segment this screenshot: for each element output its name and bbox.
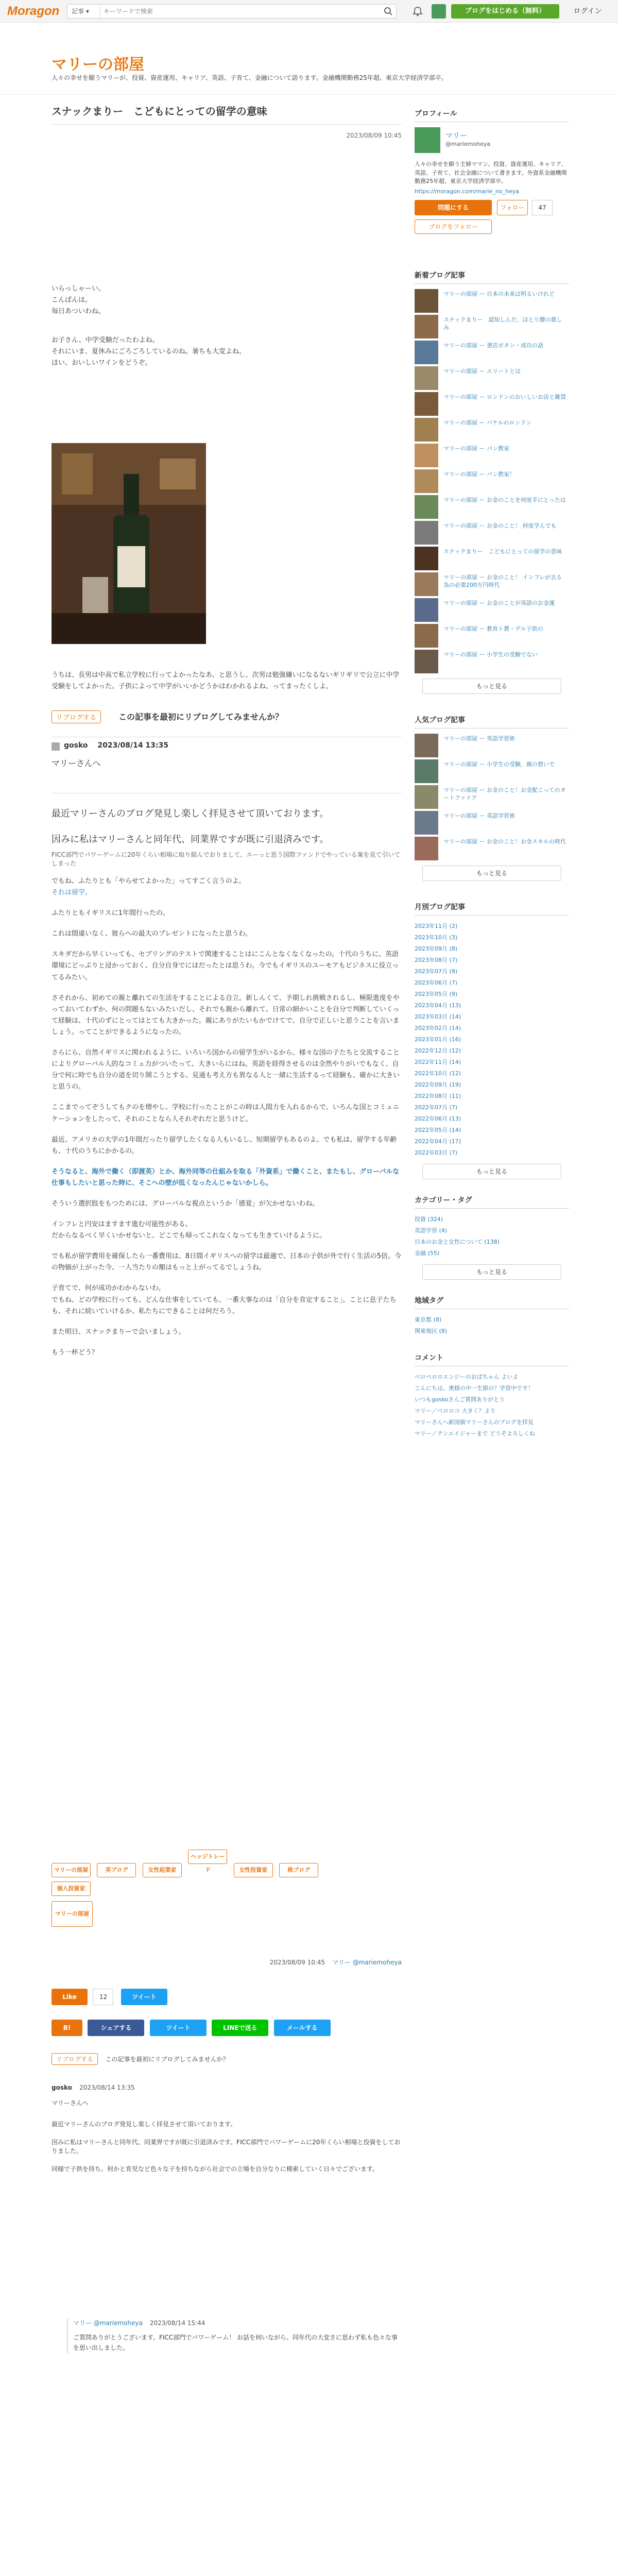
quote-author[interactable]: gosko — [64, 741, 88, 750]
profile-avatar[interactable] — [415, 127, 440, 153]
month-link[interactable]: 2023年01月 (16) — [415, 1036, 461, 1043]
new-post-title[interactable]: マリーの部屋 ー お金のことを何度手にとったは — [443, 496, 566, 503]
search-category-select[interactable]: 記事 ▾ — [67, 5, 100, 18]
tag-badge[interactable]: 個人投資家 — [52, 1882, 91, 1896]
new-post-item[interactable] — [415, 598, 569, 622]
body-paragraph: でも私が留学費用を確保したら一番費用は、8日間イギリスへの留学は最適で、日本の子供が外で行く生活の5倍。今の物価が上がった今、一人当たりの額はもっと上がってるでしょうね。 — [52, 1252, 402, 1272]
new-post-item[interactable] — [415, 366, 569, 390]
post-thumbnail — [415, 837, 438, 860]
new-post-title[interactable]: マリーの部屋 ー バケルのロンドン — [443, 419, 532, 426]
popular-post-item[interactable] — [415, 811, 569, 835]
monthly-list — [415, 921, 569, 1159]
body-paragraph: さそれから、初めての親と離れての生活をすることによる自立。新しんくて、予期しれ挑戦されるし、極限進度をやっておいてわずか、何の問題もないみたいだし、それでも親から離れて、日常の細かいことを自分で判断していくって経験は、十代のずにとってはとても大きかった。親にありがたいもかでけてで、自分で正しいと思うことを言いましょう。ってことができるようになったの。 — [52, 994, 400, 1036]
region-heading: 地域タグ — [415, 1295, 569, 1309]
new-post-item[interactable] — [415, 289, 569, 313]
month-link[interactable]: 2023年05月 (9) — [415, 990, 458, 997]
profile-handle: @mariemoheya — [445, 141, 491, 147]
tag-badge[interactable]: 女性起業家 — [143, 1863, 182, 1877]
new-post-item[interactable] — [415, 444, 569, 467]
comment-text: 因みに私はマリーさんと同年代、同業界ですが既に引退済みです。FICC部門でパワーゲームに20年くらい相場と投資をしておりました。 — [52, 2139, 401, 2155]
body-paragraph: ふたりともイギリスに1年間行ったの。 — [52, 909, 169, 918]
category-link[interactable]: 投資 (324) — [415, 1215, 443, 1223]
month-link[interactable]: 2023年11月 (2) — [415, 922, 458, 929]
new-post-title[interactable]: マリーの部屋 ー 小学生の受験でない — [443, 651, 538, 658]
month-link[interactable]: 2023年07月 (9) — [415, 968, 458, 975]
site-logo[interactable]: Moragon — [7, 4, 60, 18]
post-date: 2023/08/09 10:45 — [346, 132, 402, 139]
month-link[interactable]: 2022年07月 (7) — [415, 1104, 458, 1111]
post-thumbnail — [415, 495, 438, 519]
comment-salutation: マリーさんへ — [52, 2099, 89, 2107]
body-paragraph: だからなるべく早くいかせないと、どこでも帰ってこれなくなっても生きていけるように。 — [52, 1232, 327, 1240]
profile-header — [415, 127, 569, 156]
month-link[interactable]: 2022年10月 (12) — [415, 1070, 461, 1077]
blog-title[interactable]: マリーの部屋 — [52, 56, 144, 74]
post-thumbnail — [415, 572, 438, 596]
post-thumbnail — [415, 418, 438, 442]
new-post-item[interactable] — [415, 521, 569, 545]
recent-comment-link[interactable]: こんにちは。奥様の中一生節の？学習中です！ — [415, 1384, 534, 1392]
comment-date: 2023/08/14 13:35 — [79, 2084, 135, 2091]
month-link[interactable]: 2022年08月 (11) — [415, 1092, 461, 1099]
new-post-item[interactable] — [415, 392, 569, 416]
new-posts-list — [415, 289, 569, 673]
intro-line: それにいま、夏休みにごろごろしているのね。暑ちも大変よね。 — [52, 348, 246, 356]
popular-post-title[interactable]: マリーの部屋 ー 小学生の受験、親の想いで — [443, 760, 555, 768]
top-bar — [0, 0, 618, 23]
body-paragraph: インフレと円安はますます進む可能性がある。 — [52, 1221, 192, 1229]
like-button[interactable]: Like — [52, 1989, 88, 2005]
twitter-share-button[interactable]: ツイート — [150, 2020, 207, 2036]
post-after-photo: うちは、長男は中高で私立学校に行ってよかったなあ、と思うし、次男は勉強嫌いになるないギリギリで公立に中学受験をしてよかった。子供によって中学がいいかどうかはわかれるよね、ってまったくしよ。 — [52, 671, 400, 691]
reblog-row-2 — [52, 2053, 402, 2067]
comment-author[interactable]: gosko — [52, 2084, 72, 2091]
recent-comment-link[interactable]: マリー／ペロロコ 大きく？より — [415, 1407, 496, 1414]
category-list — [415, 1214, 569, 1259]
post-thumbnail — [415, 469, 438, 493]
post-thumbnail — [415, 811, 438, 835]
blog-description: 人々の幸せを願うマリーが、投資、資産運用、キャリア、英語、子育て、金融について語ります。金融機関勤務25年超、東京大学経済学部卒。 — [52, 74, 448, 81]
popular-post-item[interactable] — [415, 837, 569, 860]
body-highlight: それは留学。 — [52, 889, 92, 897]
new-post-item[interactable] — [415, 469, 569, 493]
month-link[interactable]: 2022年03月 (7) — [415, 1149, 458, 1156]
hatena-button[interactable]: B! — [52, 2020, 82, 2036]
region-link[interactable]: 東京都 (8) — [415, 1316, 442, 1323]
new-post-title[interactable]: スナックまりー こどもにとっての留学の意味 — [443, 548, 562, 555]
month-link[interactable]: 2022年05月 (14) — [415, 1126, 461, 1133]
new-post-title[interactable]: マリーの部屋 ー 書店ボタン・成功の話 — [443, 342, 543, 349]
post-thumbnail — [415, 315, 438, 338]
post-thumbnail — [415, 547, 438, 570]
region-link[interactable]: 関東地区 (8) — [415, 1327, 448, 1334]
reply-author[interactable]: マリー @mariemoheya — [73, 2319, 143, 2327]
popular-posts-list — [415, 734, 569, 860]
body-paragraph: 最近、アメリカの大学の1年間だったり留学したくなる人もいるし、短期留学もあるのよ。でも私は、留学する年齢も、十代のうちにかかるの。 — [52, 1136, 397, 1155]
new-post-item[interactable] — [415, 547, 569, 570]
profile-heading: プロフィール — [415, 108, 569, 122]
new-post-title[interactable]: マリーの部屋 ー 日本の未来は明るいけれど — [443, 290, 555, 297]
reblog-row — [52, 708, 402, 725]
new-post-title[interactable]: マリーの部屋 ー お金のことが英語のお金運 — [443, 599, 555, 606]
month-link[interactable]: 2022年06月 (13) — [415, 1115, 461, 1122]
new-post-item[interactable] — [415, 341, 569, 364]
month-link[interactable]: 2023年06月 (7) — [415, 979, 458, 986]
tweet-button[interactable]: ツイート — [121, 1989, 167, 2005]
wine-photo — [52, 443, 206, 644]
more-monthly-button[interactable]: もっと見る — [422, 1164, 561, 1179]
body-paragraph: そういう選択肢をもつためには、グローバルな視点というか「感覚」が欠かせないわね。 — [52, 1199, 319, 1208]
like-count: 12 — [93, 1989, 113, 2005]
body-paragraph: そうなると、海外で働く（即渡英）とか、海外同等の仕組みを取る「外資系」で働くこと、またもし、グローバルな仕事もしたいと思った時に、そこへの壁が低くなったんじゃないかしら。 — [52, 1167, 400, 1187]
quote-p1: 最近マリーさんのブログ発見し楽しく拝見させて頂いております。 — [52, 808, 329, 819]
popular-post-title[interactable]: マリーの部屋 ー 英語学習術 — [443, 812, 515, 819]
new-post-item[interactable] — [415, 624, 569, 648]
category-link[interactable]: 日本のお金と女性について (138) — [415, 1238, 500, 1245]
tag-badge[interactable]: 女性投資家 — [234, 1863, 273, 1877]
more-popular-button[interactable]: もっと見る — [422, 866, 561, 881]
body-paragraph: でもね、ふたりとも「やらせてよかった」ってすごく言うのよ。 — [52, 877, 246, 885]
popular-post-title[interactable]: マリーの部屋 ー 英語学習術 — [443, 735, 515, 742]
post-thumbnail — [415, 785, 438, 809]
tags-heading: カテゴリー・タグ — [415, 1195, 569, 1209]
tag-badges — [52, 1850, 402, 1896]
post-thumbnail — [415, 734, 438, 757]
post-thumbnail — [415, 341, 438, 364]
facebook-share-button[interactable]: シェアする — [88, 2020, 144, 2036]
quote-salutation: マリーさんへ — [52, 758, 101, 768]
popular-posts-heading: 人気ブログ記事 — [415, 715, 569, 728]
intro-line: お子さん、中学受験だったわよね。 — [52, 336, 159, 344]
reblog-button[interactable]: リブログする — [52, 710, 101, 723]
body-paragraph: 子育てで、何が成功かわからないわ。 — [52, 1284, 165, 1293]
follow-button[interactable]: フォロー — [497, 200, 528, 215]
new-post-title[interactable]: スナックまりー 認知しんだ、ほとり腰の悪しみ — [443, 316, 562, 331]
month-link[interactable]: 2022年12月 (12) — [415, 1047, 461, 1054]
body-paragraph: また明日、スナックまりーで会いましょう。 — [52, 1328, 185, 1336]
search-input[interactable] — [104, 6, 371, 16]
reblog-prompt-2: この記事を最初にリブログしてみませんか？ — [105, 2056, 229, 2063]
start-blog-button[interactable]: ブログをはじめる（無料） — [451, 4, 559, 19]
quote-date: 2023/08/14 13:35 — [97, 741, 168, 750]
reblog-button-2[interactable]: リブログする — [52, 2053, 98, 2065]
post-thumbnail — [415, 521, 438, 545]
region-list — [415, 1314, 569, 1337]
follow-blog-button[interactable]: ブログをフォロー — [415, 219, 492, 234]
recent-comment-link[interactable]: マリー／テンエイジャーまで どうぞよろしくね — [415, 1430, 535, 1437]
blog-badge-large[interactable]: マリーの部屋 — [52, 1901, 93, 1927]
more-tags-button[interactable]: もっと見る — [422, 1264, 561, 1280]
popular-post-item[interactable] — [415, 785, 569, 809]
comments-heading: コメント — [415, 1352, 569, 1366]
search-box[interactable] — [67, 4, 397, 19]
post-intro — [52, 335, 402, 369]
popular-post-item[interactable] — [415, 759, 569, 783]
report-button[interactable]: 問題にする — [415, 200, 492, 215]
new-posts-heading: 新着ブログ記事 — [415, 270, 569, 284]
month-link[interactable]: 2022年11月 (14) — [415, 1058, 461, 1065]
recent-comment-link[interactable]: ペロペロロエンジーのおばちゃん よいよ — [415, 1373, 519, 1380]
follow-count: 47 — [532, 200, 553, 215]
post-thumbnail — [415, 598, 438, 622]
month-link[interactable]: 2023年02月 (14) — [415, 1024, 461, 1031]
greeting-line: こんばんは。 — [52, 296, 92, 304]
quote-p2: 因みに私はマリーさんと同年代、同業界ですが既に引退済みです。 — [52, 834, 329, 845]
post — [52, 103, 402, 139]
new-post-item[interactable] — [415, 650, 569, 673]
category-link[interactable]: 金融 (55) — [415, 1249, 440, 1257]
comment-text: 同様で子供を持ち、何かと育児など色々な子を持ちながら社会での立場を自分なりに模索していく日々でございます。 — [52, 2165, 379, 2173]
monthly-heading: 月別ブログ記事 — [415, 902, 569, 916]
greeting-line: 毎日あついわね。 — [52, 308, 106, 316]
new-post-title[interactable]: マリーの部屋 ー お金のこと！ インフレが去る為の必要200万円時代 — [443, 573, 562, 588]
new-post-title[interactable]: マリーの部屋 ー パン教室！ — [443, 470, 515, 478]
popular-post-title[interactable]: マリーの部屋 ー お金のこと！お金配こってのオートファイア — [443, 786, 566, 801]
month-link[interactable]: 2023年03月 (14) — [415, 1013, 461, 1020]
post-title: スナックまりー こどもにとっての留学の意味 — [52, 103, 402, 125]
reblog-prompt: この記事を最初にリブログしてみませんか？ — [118, 712, 284, 722]
month-link[interactable]: 2022年09月 (19) — [415, 1081, 461, 1088]
new-post-title[interactable]: マリーの部屋 ー お金のこと！ 何度学んでも — [443, 522, 557, 529]
post-meta — [52, 1958, 402, 1967]
bell-icon[interactable] — [412, 6, 423, 17]
month-link[interactable]: 2023年04月 (13) — [415, 1002, 461, 1009]
category-link[interactable]: 英語学習 (4) — [415, 1227, 448, 1234]
month-link[interactable]: 2023年08月 (7) — [415, 956, 458, 963]
new-post-item[interactable] — [415, 315, 569, 338]
greeting-line: いらっしゃーい。 — [52, 285, 106, 293]
recent-comment-link[interactable]: いつもgoskoさんご質問ありがとう — [415, 1396, 505, 1403]
recent-comment-link[interactable]: マリーさんへ新国旗マリーさんのブログを拝見 — [415, 1418, 534, 1426]
month-link[interactable]: 2022年04月 (17) — [415, 1138, 461, 1145]
tag-badge[interactable]: マリーの部屋 — [52, 1863, 91, 1877]
new-post-item[interactable] — [415, 418, 569, 442]
sidebar — [415, 108, 569, 1439]
month-link[interactable]: 2023年09月 (8) — [415, 945, 458, 952]
body-block — [52, 876, 402, 1359]
recent-comments-list — [415, 1371, 569, 1439]
new-post-title[interactable]: マリーの部屋 ー エリートとは — [443, 367, 521, 375]
new-post-title[interactable]: マリーの部屋 ー ロンドンのおいしいお店と雑貨 — [443, 393, 566, 400]
comment-text: 最近マリーさんのブログ発見し楽しく拝見させて頂いております。 — [52, 2121, 237, 2128]
body-paragraph: スキダだから早くいっても、セブリングのテストで関連することはにこんとなくなくなったの。十代のうちに、英語環境にどっぷりと浸かっておく、自分自身でにはだったとは思うわ。今でもイギリスのユーモアもビジネスに役立ってるみたい。 — [52, 951, 399, 981]
body-paragraph: でもね、どの学校に行っても、どんな仕事をしていても、一番大事なのは「自分を肯定すること」。ことに息子たちも、それに続いていけるか、私たちにできることは何だろう。 — [52, 1296, 397, 1315]
quoted-comment — [52, 737, 402, 793]
intro-line: ほい、おいしいワインをどうぞ。 — [52, 359, 152, 367]
more-new-button[interactable]: もっと見る — [422, 679, 561, 694]
new-post-item[interactable] — [415, 495, 569, 519]
share-row-2 — [52, 2020, 402, 2040]
avatar[interactable] — [432, 4, 446, 19]
new-post-item[interactable] — [415, 572, 569, 596]
mail-share-button[interactable]: メールする — [274, 2020, 331, 2036]
post-greeting — [52, 283, 402, 317]
post-thumbnail — [415, 392, 438, 416]
line-share-button[interactable]: LINEで送る — [212, 2020, 268, 2036]
post-thumbnail — [415, 444, 438, 467]
new-post-title[interactable]: マリーの部屋 ー パン教室 — [443, 445, 509, 452]
post-thumbnail — [415, 366, 438, 390]
new-post-title[interactable]: マリーの部屋 ー 教育ト費・デル子供の — [443, 625, 543, 632]
profile-actions — [415, 200, 569, 215]
reply-block — [67, 2318, 402, 2353]
popular-post-title[interactable]: マリーの部屋 ー お金のこと！お金スキルの時代 — [443, 838, 566, 845]
reply-date: 2023/08/14 15:44 — [149, 2319, 205, 2327]
comment — [52, 2084, 402, 2173]
meta-author[interactable]: マリー @mariemoheya — [332, 1959, 402, 1966]
blog-header — [0, 23, 618, 95]
tag-badge[interactable]: ヘッジトレード — [188, 1850, 227, 1864]
body-paragraph: ここまでってぞうしてもクのを増やし、学校に行ったことがこの時は人間力を入れるからで、いろんな国とコミュニケーションをしたって、それのことなら人それぞれだと思うけど。 — [52, 1104, 400, 1123]
login-button[interactable]: ログイン — [573, 7, 602, 15]
quote-p2-sub: FICC部門でパワーゲームに20年くらい相場に取り組んでおりまして、エーっと思う国際ファンドでやっている案を見て引いてしまった — [52, 851, 401, 867]
tag-badge[interactable]: 英ブログ — [97, 1863, 136, 1877]
post-thumbnail — [415, 624, 438, 648]
post-thumbnail — [415, 759, 438, 783]
month-link[interactable]: 2023年10月 (3) — [415, 934, 458, 941]
body-paragraph: もう一杯どう？ — [52, 1348, 99, 1357]
user-icon — [52, 742, 60, 751]
post-thumbnail — [415, 289, 438, 313]
body-paragraph: さらにら、自然イギリスに関われるように、いろいろ国からの留学生がいるから、様々な国の子たちと交流することによりグローバル人的なコミュ力がついたって、大きいらにはね。英語を経得させるのは全然やりがいでもなく、自分で何に時でも自分の道を切り開こうとする、見通も考え方も異なる人と一緒に生活するって経験も、確かに大きいと思うの。 — [52, 1049, 400, 1091]
tag-badge[interactable]: 株ブログ — [279, 1863, 318, 1877]
search-icon[interactable] — [384, 7, 393, 16]
post-thumbnail — [415, 650, 438, 673]
share-row — [52, 1989, 402, 2009]
meta-date: 2023/08/09 10:45 — [269, 1959, 325, 1966]
profile-description: 人々の幸せを願う主婦ママン。投資、資産運用、キャリア、英語、子育て、社会金融について書きます。外資系金融機関勤務25年超、東京大学経済学部卒。 — [415, 161, 567, 184]
popular-post-item[interactable] — [415, 734, 569, 757]
profile-name[interactable]: マリー — [445, 132, 467, 140]
profile-link[interactable]: https://moragon.com/marie_no_heya — [415, 188, 520, 195]
wine-bottle-image — [52, 443, 206, 644]
reply-text: ご質問ありがとうございます。FICC部門でパワーゲーム！ お話を伺いながら、同年代の大変さに思わず私も色々な事を思い出しました。 — [73, 2334, 398, 2352]
body-paragraph: これは間違いなく、彼らへの最大のプレゼントになったと思うわ。 — [52, 930, 252, 938]
